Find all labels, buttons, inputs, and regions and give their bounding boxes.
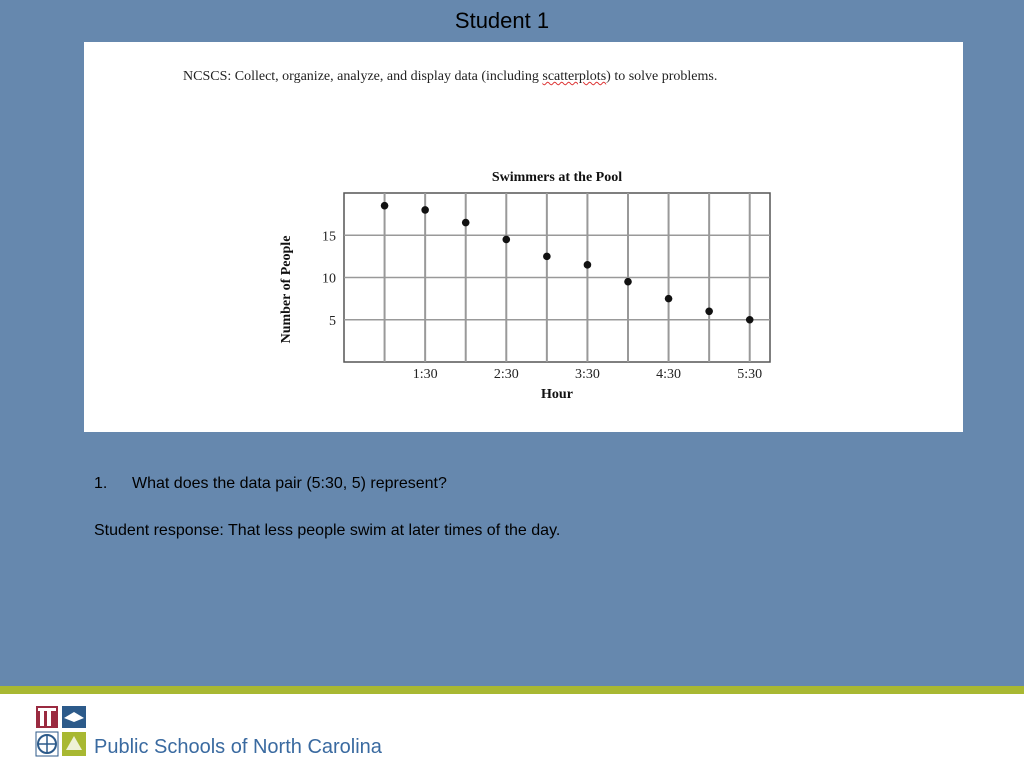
student-response: Student response: That less people swim at later times of the day.	[94, 522, 561, 539]
x-tick-label: 5:30	[737, 367, 763, 382]
data-point	[746, 316, 754, 324]
footer-accent-bar	[0, 686, 1024, 694]
data-point	[624, 278, 632, 286]
standard-prefix: NCSCS: Collect, organize, analyze, and display data (including	[183, 69, 543, 84]
data-point	[381, 202, 389, 210]
org-name: Public Schools of North Carolina	[94, 736, 382, 758]
footer	[0, 694, 1024, 768]
x-tick-label: 2:30	[493, 367, 519, 382]
data-point	[502, 236, 510, 244]
standard-underlined-word: scatterplots	[542, 69, 607, 84]
x-tick-label: 1:30	[412, 367, 438, 382]
x-tick-label: 3:30	[574, 367, 600, 382]
nc-schools-logo-icon	[34, 704, 88, 758]
y-tick-label: 15	[322, 229, 336, 245]
scatter-chart	[84, 42, 963, 432]
y-axis-label: Number of People	[279, 235, 294, 344]
data-point	[462, 219, 470, 227]
data-point	[584, 261, 592, 269]
question-text: What does the data pair (5:30, 5) represent?	[132, 475, 447, 492]
y-tick-label: 5	[329, 313, 336, 329]
data-point	[705, 308, 713, 316]
y-tick-label: 10	[322, 271, 336, 287]
data-point	[665, 295, 673, 303]
data-point	[543, 253, 551, 261]
question-number: 1.	[94, 475, 108, 492]
data-point	[421, 206, 429, 214]
x-axis-label: Hour	[541, 387, 573, 402]
standard-suffix: ) to solve problems.	[606, 69, 718, 84]
slide-title: Student 1	[454, 8, 550, 33]
image-panel	[84, 42, 963, 432]
chart-title: Swimmers at the Pool	[491, 170, 623, 185]
question	[94, 475, 447, 493]
x-tick-label: 4:30	[656, 367, 682, 382]
